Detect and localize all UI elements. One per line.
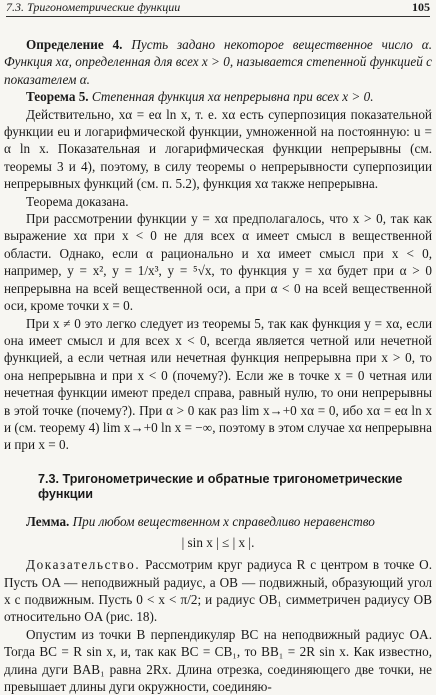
theorem-text: Степенная функция xα непрерывна при всех x > 0. <box>91 89 374 105</box>
paragraph-odd-even: При x ≠ 0 это легко следует из теоремы 5, так как функция y = xα, если она имеет смысл и для всех x < 0, всегда является четной или нечетной функцией, а если четная или нечетная функция непрерывна при x > 0, то она непрерывна и при x < 0 (почему?). Если же в точке x = 0 четная или нечетная функции имеют предел справа, равный нулю, то они непрерывны в этой точке (почему?). При α > 0 как раз lim x→+0 xα = 0, ибо xα = eα ln x и (см. теорему 4) lim x→+0 ln x = −∞, поэтому в этом случае xα непрерывна и при x = 0. <box>4 315 432 453</box>
proof-lemma <box>4 556 432 626</box>
lemma-text: При любом вещественном x справедливо неравенство <box>72 513 375 529</box>
proof-end: Теорема доказана. <box>26 193 129 209</box>
final-paragraph: Опустим из точки B перпендикуляр BC на неподвижный радиус OA. Тогда BC = R sin x, и, так как BC = CB₁, то BB₁ = 2R sin x. Как известно, длина дуги BAB₁ равна 2Rx. Длина отрезка, соединяющего две точки, не превышает длины дуги окружности, соединяю- <box>4 626 432 694</box>
paragraph-negative-x: При рассмотрении функции y = xα предполагалось, что x > 0, так как выражение xα при x < 0 не для всех α имеет смысл в вещественной области. Однако, если α рационально и xα имеет смысл при x < 0, например, y = x², y = 1/x³, y = ⁵√x, то функция y = xα будет при α > 0 непрерывна на всей вещественной оси, а при α < 0 на всей вещественной оси, кроме точки x = 0. <box>4 211 432 314</box>
lemma-label: Лемма. <box>26 513 70 529</box>
proof-lemma-text: Рассмотрим круг радиуса R с центром в точке O. Пусть OA — неподвижный радиус, а OB — подвижный, образующий угол x с подвижным. Пусть 0 < x < π/2; и радиус OB₁ симметричен радиусу OB относительно OA (рис. 18). <box>4 557 433 625</box>
theorem-5 <box>4 88 432 105</box>
page-body <box>4 36 432 695</box>
definition-text: Пусть задано некоторое вещественное число α. Функция xα, определенная для всех x > 0, называется степенной функцией с показателем α. <box>4 37 433 87</box>
lemma-formula: | sin x | ≤ | x |. <box>181 535 255 551</box>
lemma <box>4 513 432 530</box>
proof-paragraph: Действительно, xα = eα ln x, т. е. xα есть суперпозиция показательной функции eu и логарифмической функции, умноженной на постоянную: u = α ln x. Показательная и логарифмическая функции непрерывны (см. теоремы 3 и 4), поэтому, в силу теоремы о непрерывности суперпозиции непрерывных функций (см. п. 5.2), функция xα также непрерывна. <box>4 106 432 192</box>
proof-label: Доказательство. <box>26 557 141 573</box>
theorem-label: Теорема 5. <box>26 89 89 105</box>
running-header-title: 7.3. Тригонометрические функции <box>6 0 181 14</box>
definition-label: Определение 4. <box>26 37 123 52</box>
section-heading: 7.3. Тригонометрические и обратные тригонометрические функции <box>38 471 403 502</box>
definition-4 <box>4 36 432 88</box>
running-header <box>6 0 430 17</box>
page-number: 105 <box>412 0 430 14</box>
